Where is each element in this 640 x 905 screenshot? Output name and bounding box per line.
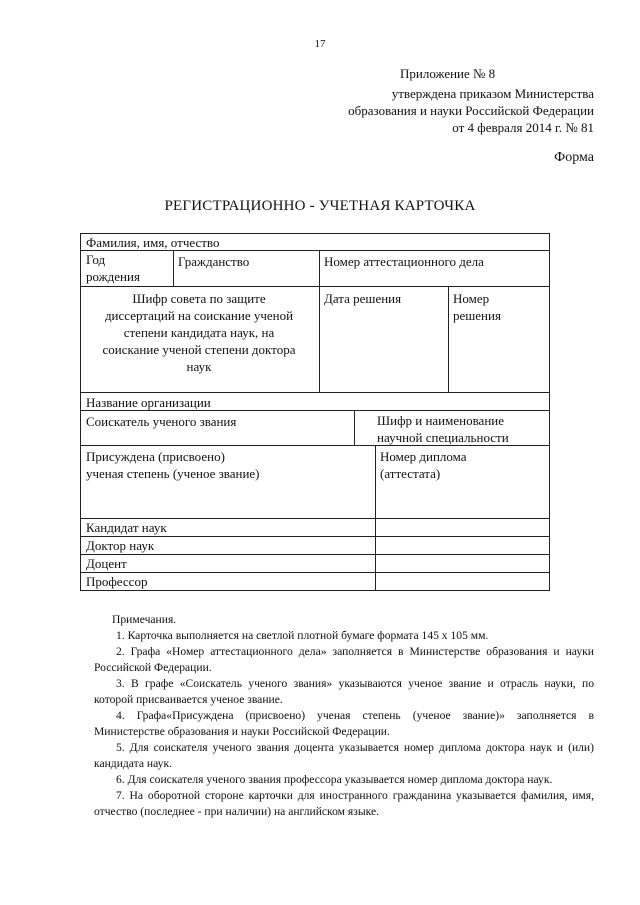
note-item: 6. Для соискателя ученого звания профессора указывается номер диплома доктора наук. <box>116 773 553 786</box>
registration-card <box>80 233 550 591</box>
note-item: 5. Для соискателя ученого звания доцента указывается номер диплома доктора наук и (или) кандидата наук. <box>94 741 594 770</box>
note-item: 2. Графа «Номер аттестационного дела» заполняется в Министерстве образования и науки Российской Федерации. <box>94 645 594 674</box>
notes-section <box>94 612 594 820</box>
card-line <box>173 250 174 286</box>
page-number: 17 <box>314 38 326 50</box>
note-item: 7. На оборотной стороне карточки для иностранного гражданина указывается фамилия, имя, отчество (последнее - при наличии) на английском языке. <box>94 789 594 818</box>
approval-line: утверждена приказом Министерства <box>391 86 594 101</box>
council-code-label: Шифр совета по защите диссертаций на соискание ученой степени кандидата наук, на соискание ученой степени доктора наук <box>102 291 296 374</box>
card-line <box>81 536 549 537</box>
note-item: 4. Графа«Присуждена (присвоено) ученая степень (ученое звание)» заполняется в Министерстве образования и науки Российской Федерации. <box>94 709 594 738</box>
birth-year-label: Год <box>86 252 106 267</box>
decision-date-label: Дата решения <box>324 291 402 306</box>
note-item: 3. В графе «Соискатель ученого звания» указываются ученое звание и отрасль науки, по которой присваивается ученое звание. <box>94 677 594 706</box>
card-line <box>81 518 549 519</box>
notes-title: Примечания. <box>112 613 177 626</box>
card-line <box>81 554 549 555</box>
citizenship-label: Гражданство <box>178 254 250 269</box>
approval-block <box>348 85 594 136</box>
row-docent: Доцент <box>86 556 127 571</box>
row-doctor: Доктор наук <box>86 538 155 553</box>
card-line <box>354 410 355 445</box>
decision-number-label: Номер <box>453 291 490 306</box>
decision-number-label: решения <box>453 308 501 323</box>
card-line <box>448 286 449 392</box>
applicant-label: Соискатель ученого звания <box>86 414 237 429</box>
card-line <box>375 445 376 590</box>
birth-year-label: рождения <box>86 269 140 284</box>
row-professor: Профессор <box>86 574 148 589</box>
approval-line: образования и науки Российской Федерации <box>348 103 594 118</box>
specialty-label: Шифр и наименование <box>377 413 505 428</box>
row-candidate: Кандидат наук <box>86 520 167 535</box>
diploma-number-label: Номер диплома <box>380 449 467 464</box>
card-line <box>81 286 549 287</box>
note-item: 1. Карточка выполняется на светлой плотной бумаге формата 145 х 105 мм. <box>116 629 489 642</box>
approval-line: от 4 февраля 2014 г. № 81 <box>452 120 594 135</box>
specialty-label: научной специальности <box>377 430 509 445</box>
card-line <box>319 250 320 392</box>
full-name-label: Фамилия, имя, отчество <box>86 235 220 250</box>
case-number-label: Номер аттестационного дела <box>324 254 484 269</box>
awarded-label: ученая степень (ученое звание) <box>86 466 260 481</box>
card-line <box>81 572 549 573</box>
appendix-label: Приложение № 8 <box>400 66 496 81</box>
document-title: РЕГИСТРАЦИОННО - УЧЕТНАЯ КАРТОЧКА <box>164 198 476 214</box>
organization-label: Название организации <box>86 395 211 410</box>
card-line <box>81 392 549 393</box>
diploma-number-label: (аттестата) <box>380 466 441 481</box>
awarded-label: Присуждена (присвоено) <box>86 449 225 464</box>
form-label: Форма <box>554 150 594 165</box>
